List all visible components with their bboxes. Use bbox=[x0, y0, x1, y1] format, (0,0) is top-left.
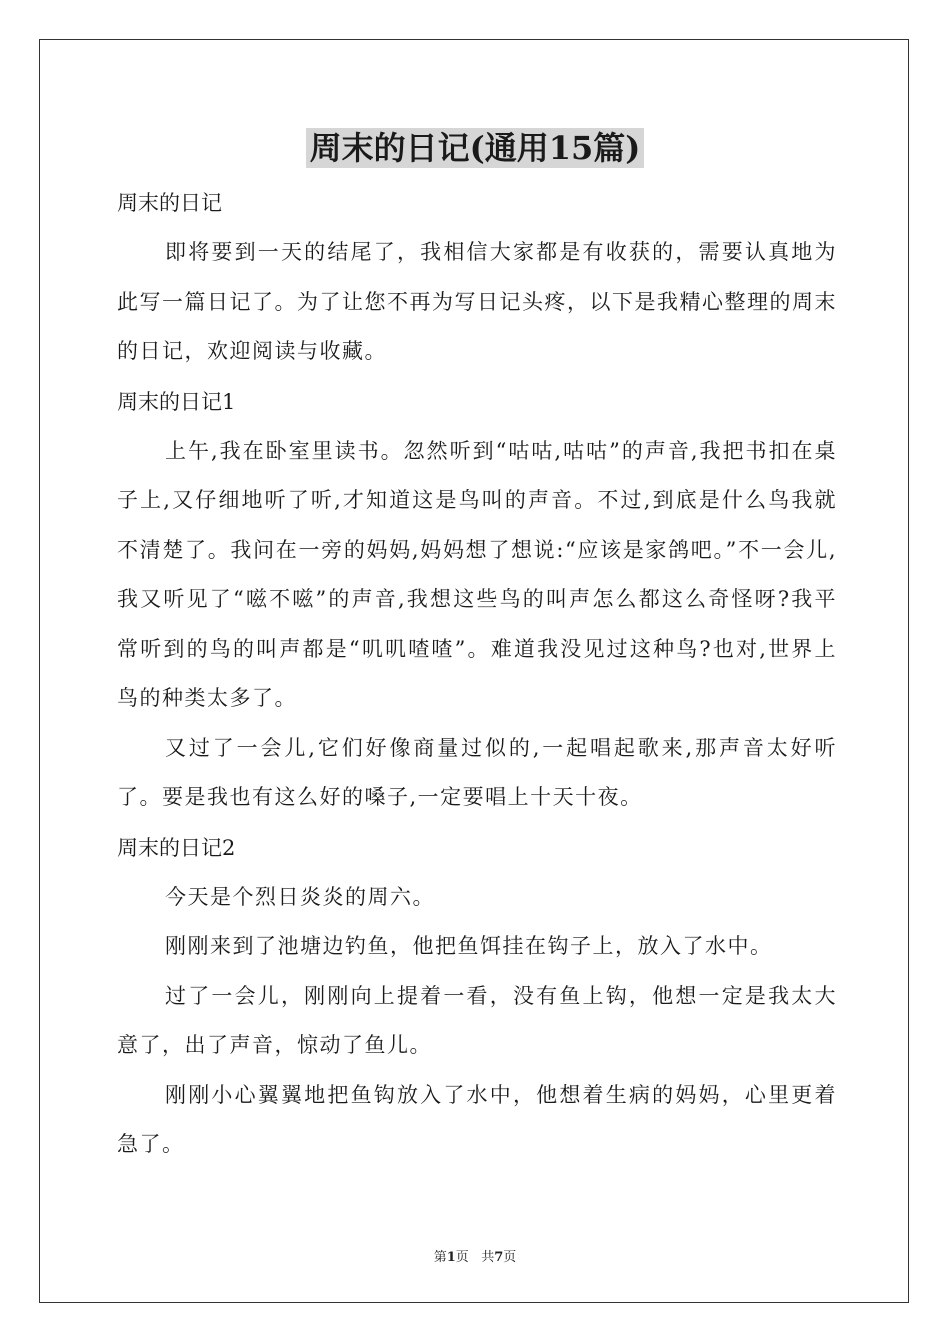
paragraph: 即将要到一天的结尾了，我相信大家都是有收获的，需要认真地为此写一篇日记了。为了让您不再为写日记头疼，以下是我精心整理的周末的日记，欢迎阅读与收藏。 bbox=[117, 240, 837, 363]
section-heading: 周末的日记 bbox=[117, 191, 222, 215]
paragraph: 刚刚小心翼翼地把鱼钩放入了水中，他想着生病的妈妈，心里更着急了。 bbox=[117, 1082, 837, 1156]
footer-total-suffix: 页 bbox=[503, 1250, 517, 1265]
total-page-count: 7 bbox=[494, 1250, 504, 1265]
document-title: 周末的日记(通用15篇) bbox=[306, 128, 645, 168]
page-footer bbox=[0, 1246, 950, 1265]
document-body bbox=[117, 178, 837, 1170]
footer-prefix: 第 bbox=[433, 1250, 447, 1265]
paragraph: 过了一会儿，刚刚向上提着一看，没有鱼上钩，他想一定是我太大意了，出了声音，惊动了鱼儿。 bbox=[117, 983, 837, 1057]
footer-page-suffix: 页 bbox=[455, 1250, 469, 1265]
footer-total-prefix: 共 bbox=[481, 1250, 495, 1265]
section-heading: 周末的日记1 bbox=[117, 389, 236, 414]
paragraph: 刚刚来到了池塘边钓鱼，他把鱼饵挂在钩子上，放入了水中。 bbox=[165, 934, 773, 958]
paragraph: 又过了一会儿,它们好像商量过似的,一起唱起歌来,那声音太好听了。要是我也有这么好的嗓子,一定要唱上十天十夜。 bbox=[117, 735, 837, 809]
paragraph: 上午,我在卧室里读书。忽然听到“咕咕,咕咕”的声音,我把书扣在桌子上,又仔细地听了听,才知道这是鸟叫的声音。不过,到底是什么鸟我就不清楚了。我问在一旁的妈妈,妈妈想了想说:“应该是家鸽吧。”不一会儿,我又听见了“嗞不嗞”的声音,我想这些鸟的叫声怎么都这么奇怪呀?我平常听到的鸟的叫声都是“叽叽喳喳”。难道我没见过这种鸟?也对,世界上鸟的种类太多了。 bbox=[117, 438, 837, 710]
title-container bbox=[0, 128, 950, 168]
paragraph: 今天是个烈日炎炎的周六。 bbox=[165, 884, 435, 909]
current-page-number: 1 bbox=[446, 1250, 456, 1265]
section-heading: 周末的日记2 bbox=[117, 835, 236, 860]
